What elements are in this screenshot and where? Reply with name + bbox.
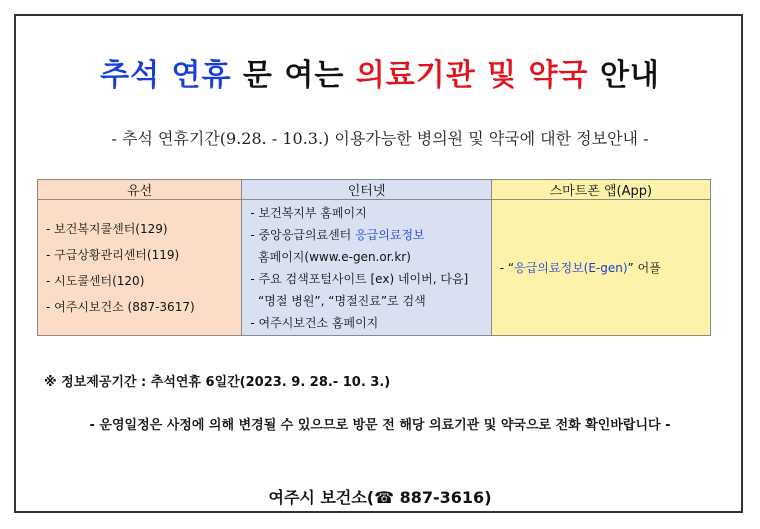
- title-part-guide: 안내: [588, 58, 660, 93]
- app-suffix: ” 어플: [627, 260, 661, 275]
- list-item: [492, 260, 710, 276]
- list-item: [242, 224, 490, 246]
- emergency-info-link[interactable]: 응급의료정보: [355, 227, 425, 242]
- title-part-open: 문 여는: [231, 58, 356, 93]
- footer-name: 여주시 보건소(: [268, 488, 375, 507]
- phone-icon: ☎: [374, 488, 395, 507]
- list-item: - 시도콜센터(120): [46, 273, 145, 288]
- list-item: - 보건복지부 홈페이지: [250, 205, 367, 220]
- internet-cell: [242, 200, 491, 336]
- list-item: - 구급상황관리센터(119): [46, 247, 180, 262]
- list-item: - 여주시보건소 홈페이지: [250, 315, 379, 330]
- footer-contact: [0, 485, 760, 508]
- list-item: 홈페이지(www.e-gen.or.kr): [250, 249, 411, 264]
- footer-number: 887-3616): [394, 488, 492, 507]
- list-item: - 주요 검색포털사이트 [ex) 네이버, 다음]: [250, 271, 469, 286]
- list-item: - 보건복지콜센터(129): [46, 221, 168, 236]
- list-item-text: - 중앙응급의료센터: [250, 227, 356, 242]
- header-internet: 인터넷: [242, 180, 491, 200]
- info-period-note: ※ 정보제공기간 : 추석연휴 6일간(2023. 9. 28.- 10. 3.): [44, 375, 391, 390]
- header-app: 스마트폰 앱(App): [491, 180, 710, 200]
- title-part-institutions: 의료기관 및 약국: [355, 58, 589, 93]
- list-item: “명절 병원”, “명절진료”로 검색: [250, 293, 426, 308]
- phone-cell: [38, 200, 242, 336]
- app-cell: [491, 200, 710, 336]
- title-part-holiday: 추석 연휴: [100, 58, 232, 93]
- schedule-notice: - 운영일정은 사정에 의해 변경될 수 있으므로 방문 전 해당 의료기관 및 약국으로 전화 확인바랍니다 -: [89, 418, 671, 433]
- page-subtitle: - 추석 연휴기간(9.28. - 10.3.) 이용가능한 병의원 및 약국에 대한 정보안내 -: [111, 129, 649, 148]
- page-title: [0, 50, 760, 94]
- info-table: [37, 179, 711, 336]
- list-item: - 여주시보건소 (887-3617): [46, 299, 195, 314]
- app-prefix: - “: [499, 260, 515, 275]
- egen-app-link[interactable]: 응급의료정보(E-gen): [514, 260, 628, 275]
- header-phone: 유선: [38, 180, 242, 200]
